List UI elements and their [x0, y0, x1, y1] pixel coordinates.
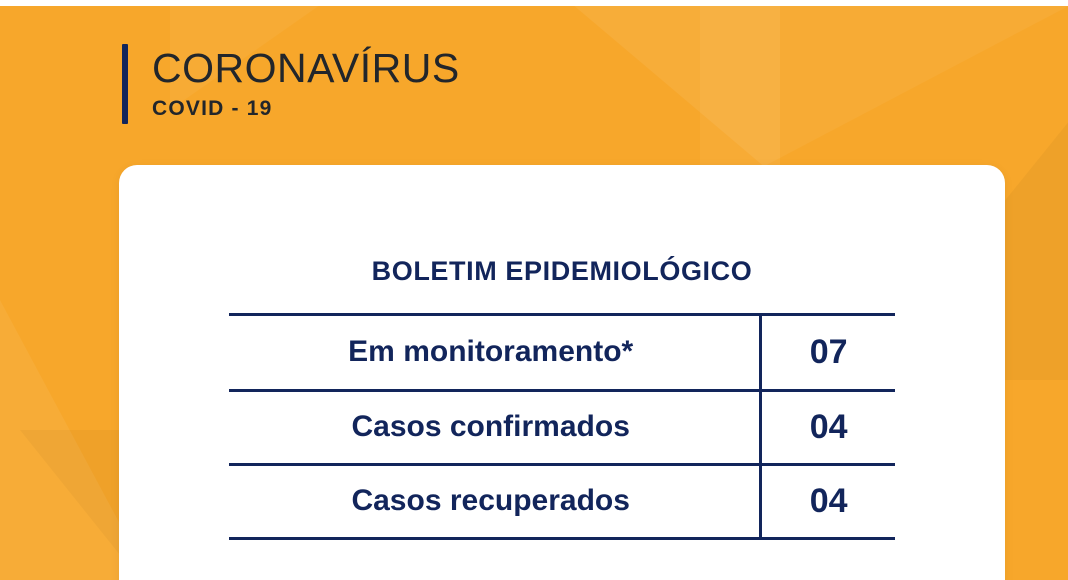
poster-subtitle: COVID - 19 — [152, 97, 273, 120]
stat-label: Casos recuperados — [229, 464, 761, 538]
stats-table-body — [229, 316, 895, 538]
table-row — [229, 464, 895, 538]
bulletin-card — [119, 165, 1005, 580]
card-title: BOLETIM EPIDEMIOLÓGICO — [371, 256, 753, 286]
poster-header — [122, 44, 460, 124]
table-row — [229, 390, 895, 464]
header-text-block — [152, 44, 460, 124]
stat-value: 04 — [761, 390, 895, 464]
table-row — [229, 316, 895, 390]
stat-label: Casos confirmados — [229, 390, 761, 464]
stat-label: Em monitoramento* — [229, 316, 761, 390]
stat-value: 04 — [761, 464, 895, 538]
poster-title: CORONAVÍRUS — [152, 45, 460, 91]
stats-table — [229, 316, 895, 540]
stat-value: 07 — [761, 316, 895, 390]
header-accent-rule — [122, 44, 128, 124]
background-facet-a — [520, 0, 780, 180]
top-strip — [0, 0, 1068, 6]
